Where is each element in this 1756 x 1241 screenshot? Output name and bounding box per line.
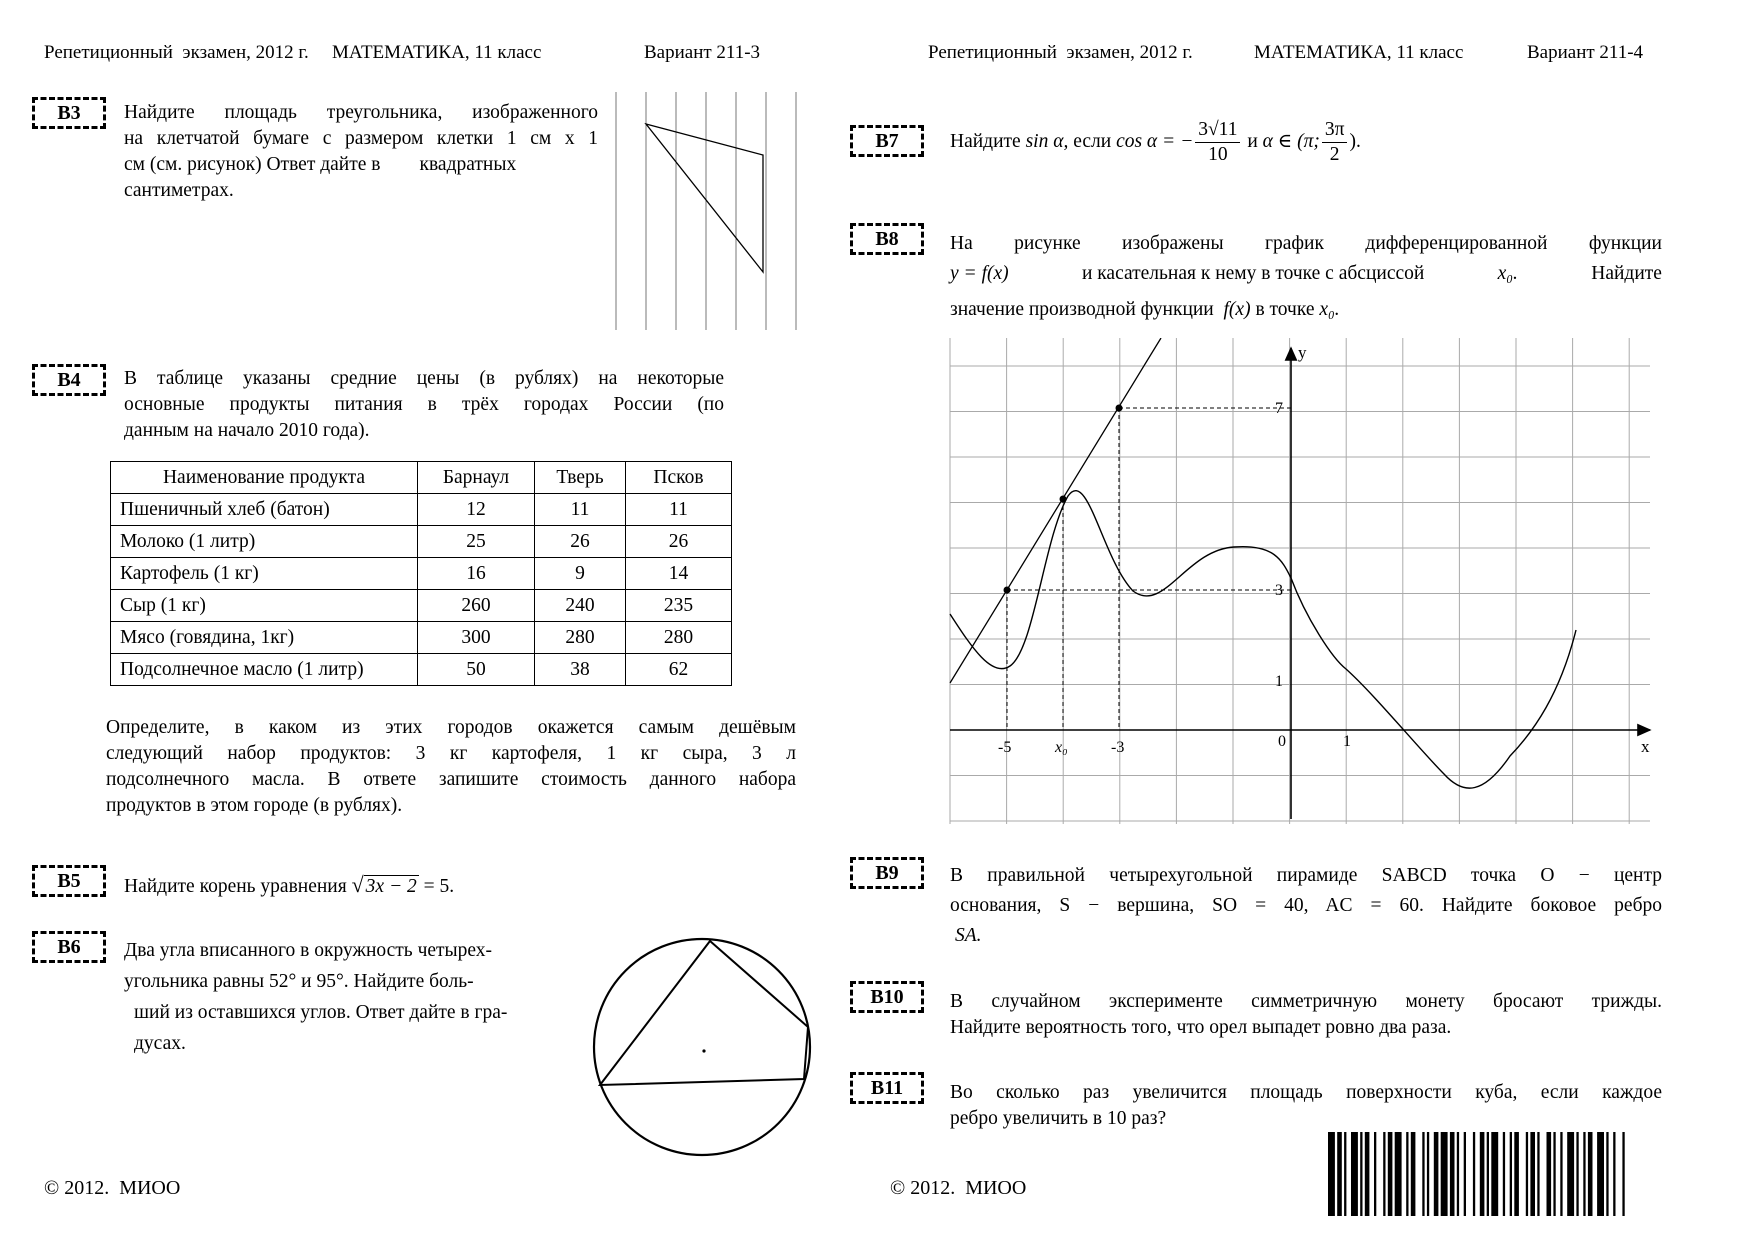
inscribed-quadrilateral: [600, 941, 808, 1085]
task-b3-text: [124, 100, 598, 204]
x-tick-label: -5: [998, 739, 1012, 756]
table-cell: 50: [418, 654, 535, 686]
x-axis-label: x: [1641, 737, 1650, 756]
table-header-cell: Наименование продукта: [111, 462, 418, 494]
right-header-title: Репетиционный экзамен, 2012 г.: [928, 42, 1193, 63]
task-b6-text: [124, 935, 564, 1059]
task-b10-line: Найдите вероятность того, что орел выпадет ровно два раза.: [950, 1017, 1452, 1038]
task-b7-t3: и: [1247, 130, 1258, 152]
task-b8-x0: x₀.: [1497, 263, 1518, 284]
fraction-numerator: 3√11: [1195, 118, 1240, 143]
task-b10-text: [950, 989, 1662, 1041]
task-b4-question-line: следующий набор продуктов: 3 кг картофеля, 1 кг сыра, 3 л: [106, 743, 796, 764]
task-b8-line3: [950, 295, 1662, 325]
right-footer: © 2012. МИОО: [890, 1177, 1027, 1199]
table-cell: 9: [535, 558, 626, 590]
table-cell: 300: [418, 622, 535, 654]
x-tick-label: 1: [1343, 733, 1351, 750]
task-b8-line2-text: и касательная к нему в точке с абсциссой: [1081, 263, 1425, 284]
table-cell: 25: [418, 526, 535, 558]
task-b7-t1: Найдите: [950, 130, 1021, 152]
table-header-cell: Псков: [626, 462, 732, 494]
task-b6-line: дусах.: [134, 1033, 186, 1054]
table-cell: 14: [626, 558, 732, 590]
task-b11-line: Во сколько раз увеличится площадь поверхности куба, если каждое: [950, 1082, 1662, 1103]
task-b4-line: основные продукты питания в трёх городах России (по: [124, 394, 724, 415]
task-b6-line: ший из оставшихся углов. Ответ дайте в гра-: [134, 1002, 508, 1023]
task-b10-badge: B10: [850, 981, 924, 1013]
task-b3-line: Найдите площадь треугольника, изображенного: [124, 102, 598, 123]
table-row: [111, 494, 732, 526]
task-b8-fx: f(x): [1223, 299, 1251, 320]
task-b11-badge: B11: [850, 1072, 924, 1104]
task-b3-triangle: [646, 124, 763, 272]
task-b4-question: [106, 715, 796, 819]
table-cell: Пшеничный хлеб (батон): [111, 494, 418, 526]
tangency-point-x0: [1060, 496, 1067, 503]
fraction-numerator: 3π: [1322, 118, 1348, 143]
task-b8-in-point: в точке: [1255, 299, 1315, 320]
dashed-helper-lines: [1007, 408, 1291, 730]
table-cell: 235: [626, 590, 732, 622]
sqrt-symbol: √: [351, 872, 364, 897]
task-b4-question-line: продуктов в этом городе (в рублях).: [106, 795, 403, 816]
table-row: [111, 558, 732, 590]
task-b9-text: [950, 861, 1662, 951]
task-b9-line: SA.: [955, 925, 982, 946]
task-b5-radicand: 3x − 2: [365, 876, 417, 897]
task-b4-line: данным на начало 2010 года).: [124, 420, 370, 441]
table-row: [111, 526, 732, 558]
table-cell: Мясо (говядина, 1кг): [111, 622, 418, 654]
task-b8-text: [950, 229, 1662, 325]
task-b6-badge: B6: [32, 931, 106, 963]
prices-table: [110, 461, 732, 686]
circle-shape: [594, 939, 810, 1155]
table-cell: 280: [535, 622, 626, 654]
fraction-denominator: 10: [1208, 144, 1228, 165]
table-cell: 38: [535, 654, 626, 686]
task-b4-badge: B4: [32, 364, 106, 396]
task-b7-badge: B7: [850, 125, 924, 157]
task-b10-line: В случайном эксперименте симметричную монету бросают трижды.: [950, 991, 1662, 1012]
task-b5-text: [124, 872, 454, 900]
task-b5-rhs: = 5.: [423, 876, 455, 897]
task-b4-question-line: Определите, в каком из этих городов окажется самым дешёвым: [106, 717, 796, 738]
task-b3-grid-figure: [612, 92, 802, 332]
task-b7-alpha-in: α ∈ (π;: [1262, 130, 1320, 152]
table-cell: 240: [535, 590, 626, 622]
table-row: [111, 622, 732, 654]
y-tick-label: 1: [1275, 673, 1283, 690]
task-b7-cos: cos α = −: [1116, 130, 1194, 152]
left-footer: © 2012. МИОО: [44, 1177, 181, 1199]
y-tick-label: 7: [1275, 400, 1283, 417]
table-cell: Молоко (1 литр): [111, 526, 418, 558]
task-b7-t2: если: [1073, 130, 1112, 152]
task-b5-badge: B5: [32, 865, 106, 897]
task-b8-graph: [944, 338, 1660, 826]
task-b3-line: на клетчатой бумаге с размером клетки 1 см х 1: [124, 128, 598, 149]
task-b8-x0-2: x₀.: [1319, 299, 1340, 320]
table-row: [111, 654, 732, 686]
task-b4-text: [124, 366, 724, 444]
table-cell: 12: [418, 494, 535, 526]
task-b9-badge: B9: [850, 857, 924, 889]
table-cell: 280: [626, 622, 732, 654]
tangent-line: [950, 338, 1161, 683]
fraction-denominator: 2: [1329, 144, 1340, 165]
task-b8-function: y = f(x): [950, 263, 1009, 284]
table-cell: Сыр (1 кг): [111, 590, 418, 622]
task-b4-line: В таблице указаны средние цены (в рублях) на некоторые: [124, 368, 724, 389]
table-header-cell: Барнаул: [418, 462, 535, 494]
x-tick-label: x₀: [1055, 739, 1068, 756]
task-b4-question-line: подсолнечного масла. В ответе запишите стоимость данного набора: [106, 769, 796, 790]
task-b9-line: основания, S − вершина, SO = 40, AC = 60. Найдите боковое ребро: [950, 895, 1662, 916]
task-b7-sin: sin α,: [1025, 130, 1069, 152]
task-b6-line: угольника равны 52° и 95°. Найдите боль-: [124, 971, 474, 992]
table-cell: 11: [535, 494, 626, 526]
task-b8-line1: На рисунке изображены график дифференцированной функции: [950, 233, 1662, 254]
x-tick-label: -3: [1111, 739, 1125, 756]
left-header-variant: Вариант 211-3: [644, 42, 761, 63]
task-b8-line3-text: значение производной функции: [950, 299, 1214, 320]
task-b11-text: [950, 1080, 1662, 1132]
task-b8-badge: B8: [850, 223, 924, 255]
task-b11-line: ребро увеличить в 10 раз?: [950, 1108, 1167, 1129]
table-cell: 26: [535, 526, 626, 558]
table-cell: 26: [626, 526, 732, 558]
task-b3-badge: B3: [32, 97, 106, 129]
right-header-subject: МАТЕМАТИКА, 11 класс: [1254, 42, 1464, 63]
table-cell: 260: [418, 590, 535, 622]
task-b6-line: Два угла вписанного в окружность четырех-: [124, 940, 493, 961]
circle-center-dot: [702, 1049, 705, 1052]
left-header-subject: МАТЕМАТИКА, 11 класс: [332, 42, 542, 63]
task-b3-line: сантиметрах.: [124, 180, 234, 201]
task-b7-text: [950, 118, 1361, 167]
table-header-cell: Тверь: [535, 462, 626, 494]
task-b6-circle-figure: [590, 935, 814, 1159]
table-cell: 11: [626, 494, 732, 526]
tangent-point-left: [1004, 587, 1011, 594]
task-b8-find: Найдите: [1591, 263, 1662, 284]
right-header-variant: Вариант 211-4: [1527, 42, 1644, 63]
tangent-point-right: [1116, 405, 1123, 412]
barcode: [1328, 1132, 1730, 1216]
task-b7-fraction-2: [1322, 118, 1348, 167]
task-b5-prompt: Найдите корень уравнения: [124, 876, 347, 897]
left-header-title: Репетиционный экзамен, 2012 г.: [44, 42, 309, 63]
task-b7-close: ).: [1349, 130, 1361, 152]
table-cell: Подсолнечное масло (1 литр): [111, 654, 418, 686]
table-row: [111, 590, 732, 622]
x-tick-label: 0: [1278, 733, 1286, 750]
task-b8-line2: [950, 259, 1662, 289]
table-header-row: [111, 462, 732, 494]
table-cell: 16: [418, 558, 535, 590]
task-b9-line: В правильной четырехугольной пирамиде SABCD точка O − центр: [950, 865, 1662, 886]
table-cell: Картофель (1 кг): [111, 558, 418, 590]
table-cell: 62: [626, 654, 732, 686]
y-tick-label: 3: [1275, 582, 1283, 599]
task-b3-line: см (см. рисунок) Ответ дайте в квадратных: [124, 154, 517, 175]
y-axis-label: y: [1298, 343, 1307, 362]
task-b7-fraction-1: [1195, 118, 1240, 167]
